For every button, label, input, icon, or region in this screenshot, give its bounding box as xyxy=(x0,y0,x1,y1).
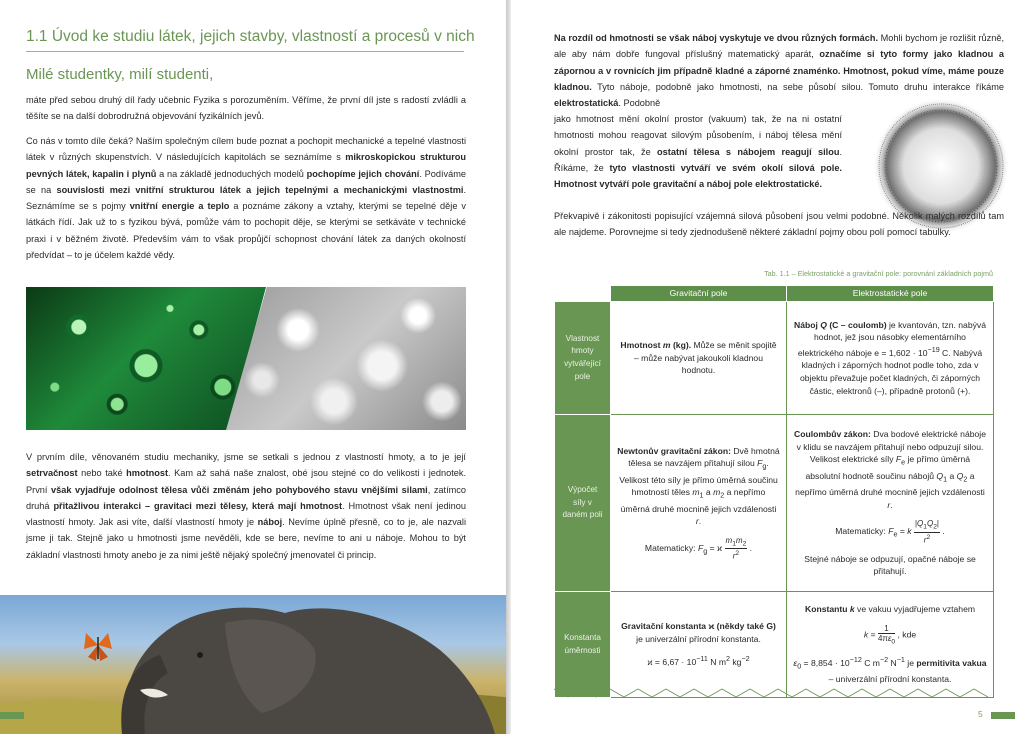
comparison-paragraph: Překvapivě i zákonitosti popisující vzájemná silová působení jsou velmi podobné. Několik malých rozdílů tam ale najdeme. Porovnejme si tedy zjednodušeně některé základní pojmy obou polí pomocí tabulky. xyxy=(554,211,1004,238)
left-page xyxy=(0,0,506,734)
page-number: 5 xyxy=(978,709,983,719)
elec-cell xyxy=(787,415,994,592)
table-header-row xyxy=(555,286,994,302)
crystals-photo xyxy=(226,287,466,430)
green-bubbles-photo xyxy=(26,287,266,430)
corner-marker xyxy=(0,712,24,719)
grav-cell: Hmotnost m (kg). Může se měnit spojitě – může nabývat jakoukoli kladnou hodnotu. xyxy=(611,302,787,415)
table-row xyxy=(555,302,994,415)
elec-cell xyxy=(787,592,994,698)
table-caption: Tab. 1.1 – Elektrostatické a gravitační pole: porovnání základních pojmů xyxy=(764,269,993,278)
newton-formula: Matematicky: $F_g = ϰ$ $\frac{m_1m_2}{r^2}$ . xyxy=(644,535,753,562)
table-row xyxy=(555,415,994,592)
mechanics-paragraph: V prvním díle, věnovaném studiu mechaniky, jsme se setkali s jednou z vlastností hmoty, a to je její setrvačnost nebo také hmotnost. Kam až sahá naše znalost, obé jsou stejné co do velikosti i jednotek. První však vyjadřuje odolnost tělesa vůči změnám jeho pohybového stavu vnějšími silami, zatímco druhá přitažlivou interakci – gravitaci mezi tělesy, která mají hmotnost. Hmotnost však není jedinou vlastností hmoty. Jak asi víte, další vlastností hmoty je náboj. Nevíme úplně přesně, co to je, ale nazvali jsme ji tak. Stejně jako u hmotnosti jsme nevěděli, kde se bere, nevíme to ani u náboje. Mohou to být základní vlastnosti hmoty anebo je za nimi ještě nějaký společný jmenovatel či princip. xyxy=(26,452,467,560)
permittivity-value: $\varepsilon_0 = 8,854 \cdot 10^{-12}$ C $m^{-2}$ $N^{-1}$ je permitivita vakua – univerzální přírodní konstanta. xyxy=(793,656,987,685)
chapter-title: 1.1 Úvod ke studiu látek, jejich stavby, vlastností a procesů v nich xyxy=(26,28,464,52)
table-corner xyxy=(555,286,611,302)
comparison-table xyxy=(554,285,994,698)
charge-paragraph: Na rozdíl od hmotnosti se však náboj vyskytuje ve dvou různých formách. Mohli bychom je rozlišit různě, ale aby nám dobře fungoval příslušný matematický aparát, označíme si tyto formy jako kladnou a zápornou a v rovnicích jim případně kladné a záporné znaménko. Hmotnost, pokud víme, máme pouze kladnou. Tyto náboje, podobně jako hmotnosti, na sebe působí silou. Tomuto druhu interakce říkáme elektrostatická. Podobně xyxy=(554,33,1004,109)
newton-law-text: Newtonův gravitační zákon: Dvě hmotná tělesa se navzájem přitahují silou $F_g$. Velikost této síly je přímo úměrná součinu hmotností těles $m_1$ a $m_2$ a nepřímo úměrná druhé mocnině jejich vzdálenosti r. xyxy=(617,445,780,527)
greeting-heading: Milé studentky, milí studenti, xyxy=(26,66,214,83)
grav-constant-value: $ϰ = 6,67 \cdot 10^{-11}$ N $m^2$ $kg^{-2}$ xyxy=(647,655,750,668)
grav-cell xyxy=(611,415,787,592)
grav-cell xyxy=(611,592,787,698)
header-gravitational: Gravitační pole xyxy=(611,286,787,302)
field-paragraph: jako hmotnost mění okolní prostor (vakuum) tak, že na ni ostatní hmotnosti mohou reagovat silovým působením, i náboj tělesa mění okolní prostor tak, že ostatní tělesa s nábojem reagují silou. Říkáme, že tyto vlastnosti vytváří ve svém okolí silová pole. Hmotnost vytváří pole gravitační a náboj pole elektrostatické. xyxy=(554,114,842,190)
elec-cell: Náboj Q (C – coulomb) je kvantován, tzn. nabývá hodnot, jež jsou násobky elementárního elektrického náboje $e = 1,602 \cdot 10^{-19}$ C. Nabývá kladných i záporných hodnot podle toho, zda v objektu převažuje počet kladných, či záporných částic, elektronů (–), případně protonů (+). xyxy=(787,302,994,415)
coulomb-law-text: Coulombův zákon: Dva bodové elektrické náboje v klidu se navzájem přitahují nebo odpuzují silou. Velikost elektrické síly $F_e$ je přímo úměrná absolutní hodnotě součinu nábojů $Q_1$ a $Q_2$ a nepřímo úměrná druhé mocnině jejich vzdálenosti r. xyxy=(793,429,986,510)
goal-paragraph: Co nás v tomto díle čeká? Naším společným cílem bude poznat a pochopit mechanické a tepelné vlastnosti látek v různých skupenstvích. V následujících kapitolách se seznámíme s mikroskopickou strukturou pevných látek, kapalin i plynů a na základě jednoduchých modelů pochopíme jejich chování. Podíváme se na souvislosti mezi vnitřní strukturou látek a jejich tepelnými a mechanickými vlastnostmi. Seznámíme se s pojmy vnitřní energie a teplo a poznáme zákony a vztahy, kterými se tepelné děje v látkách řídí. Jak už to s fyzikou bývá, pomůže vám to pochopit děje, se kterými se setkáváte v technické praxi i v běžném životě. Především vám to však propůjčí schopnost chování látek za daných okolností předvídat – to je účelem každé vědy. xyxy=(26,136,466,261)
elephant-butterfly-photo xyxy=(0,595,506,734)
table-row xyxy=(555,592,994,698)
header-electrostatic: Elektrostatické pole xyxy=(787,286,994,302)
coulomb-constant-text: Konstantu k ve vakuu vyjadřujeme vztahem xyxy=(804,604,976,615)
coulomb-formula: Matematicky: $F_e = k$ $\frac{|Q_1Q_2|}{r^2}$ . xyxy=(835,519,945,545)
corner-marker xyxy=(991,712,1015,719)
grav-constant-text: Gravitační konstanta ϰ (někdy také G) je univerzální přírodní konstanta. xyxy=(621,621,776,644)
right-page xyxy=(511,0,1015,734)
torn-edge-decoration xyxy=(554,688,993,698)
intro-paragraph: máte před sebou druhý díl řady učebnic Fyzika s porozuměním. Věříme, že první díl jste s radostí zvládli a těšíte se na další dobrodružná objevování fyzikálních jevů. xyxy=(26,95,466,122)
row-label: Konstanta úměrnosti xyxy=(555,592,611,698)
charge-rule-note: Stejné náboje se odpuzují, opačné náboje se přitahují. xyxy=(804,553,976,577)
row-label: Vlastnost hmoty vytvářející pole xyxy=(555,302,611,415)
coulomb-constant-formula: k = $\frac{1}{4\pi\varepsilon_0}$ , kde xyxy=(863,623,917,646)
row-label: Výpočet síly v daném poli xyxy=(555,415,611,592)
